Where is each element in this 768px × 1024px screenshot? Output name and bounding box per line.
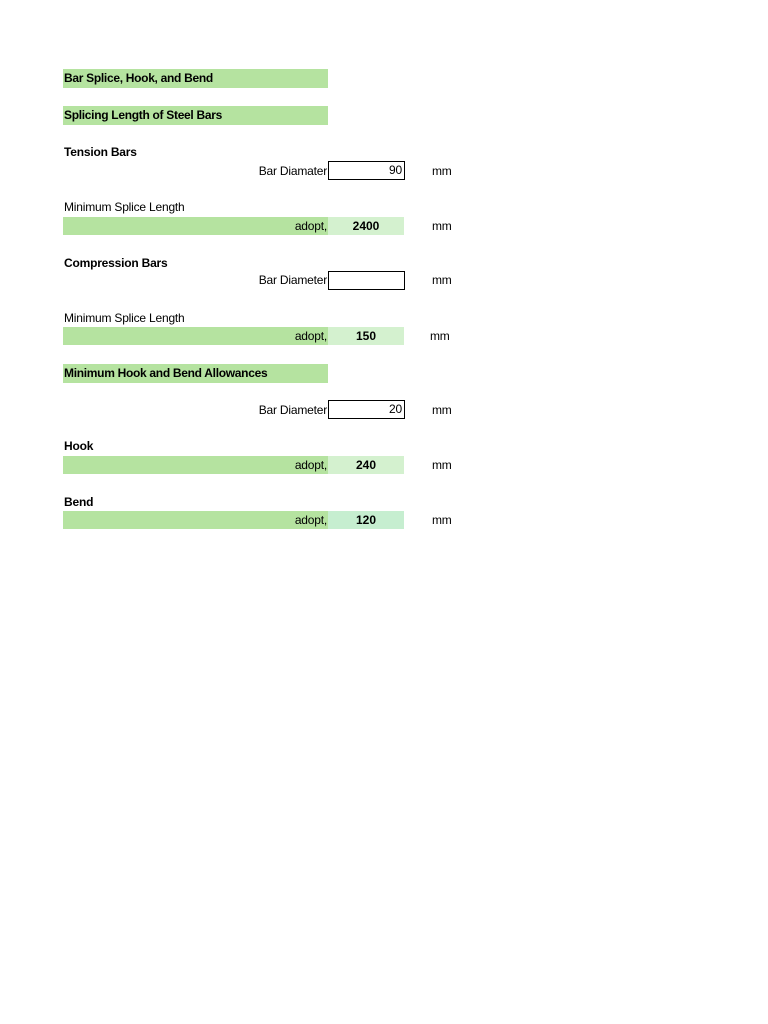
compression-min-splice-label: Minimum Splice Length (64, 311, 185, 325)
compression-diameter-unit: mm (432, 273, 452, 287)
tension-adopt-label: adopt, (294, 219, 327, 233)
compression-diameter-input[interactable] (328, 271, 405, 290)
compression-diameter-label: Bar Diameter (258, 273, 327, 287)
hook-adopt-label: adopt, (294, 458, 327, 472)
hook-adopt-unit: mm (432, 458, 452, 472)
hook-adopt-value[interactable]: 240 (328, 456, 404, 474)
bend-adopt-unit: mm (432, 513, 452, 527)
tension-diameter-label: Bar Diamater (258, 164, 327, 178)
sheet-title: Bar Splice, Hook, and Bend (63, 69, 328, 88)
allowance-diameter-unit: mm (432, 403, 452, 417)
bend-adopt-value[interactable]: 120 (328, 511, 404, 529)
tension-bars-heading: Tension Bars (64, 145, 137, 159)
tension-diameter-input[interactable]: 90 (328, 161, 405, 180)
tension-adopt-unit: mm (432, 219, 452, 233)
compression-bars-heading: Compression Bars (64, 256, 168, 270)
allowance-diameter-label: Bar Diameter (258, 403, 327, 417)
bend-heading: Bend (64, 495, 94, 509)
compression-adopt-label: adopt, (294, 329, 327, 343)
tension-min-splice-label: Minimum Splice Length (64, 200, 185, 214)
splicing-section-header: Splicing Length of Steel Bars (63, 106, 328, 125)
compression-adopt-value[interactable]: 150 (328, 327, 404, 345)
compression-adopt-unit: mm (430, 329, 450, 343)
tension-adopt-value[interactable]: 2400 (328, 217, 404, 235)
hook-heading: Hook (64, 439, 94, 453)
allowance-diameter-input[interactable]: 20 (328, 400, 405, 419)
tension-diameter-unit: mm (432, 164, 452, 178)
hook-bend-section-header: Minimum Hook and Bend Allowances (63, 364, 328, 383)
bend-adopt-label: adopt, (294, 513, 327, 527)
